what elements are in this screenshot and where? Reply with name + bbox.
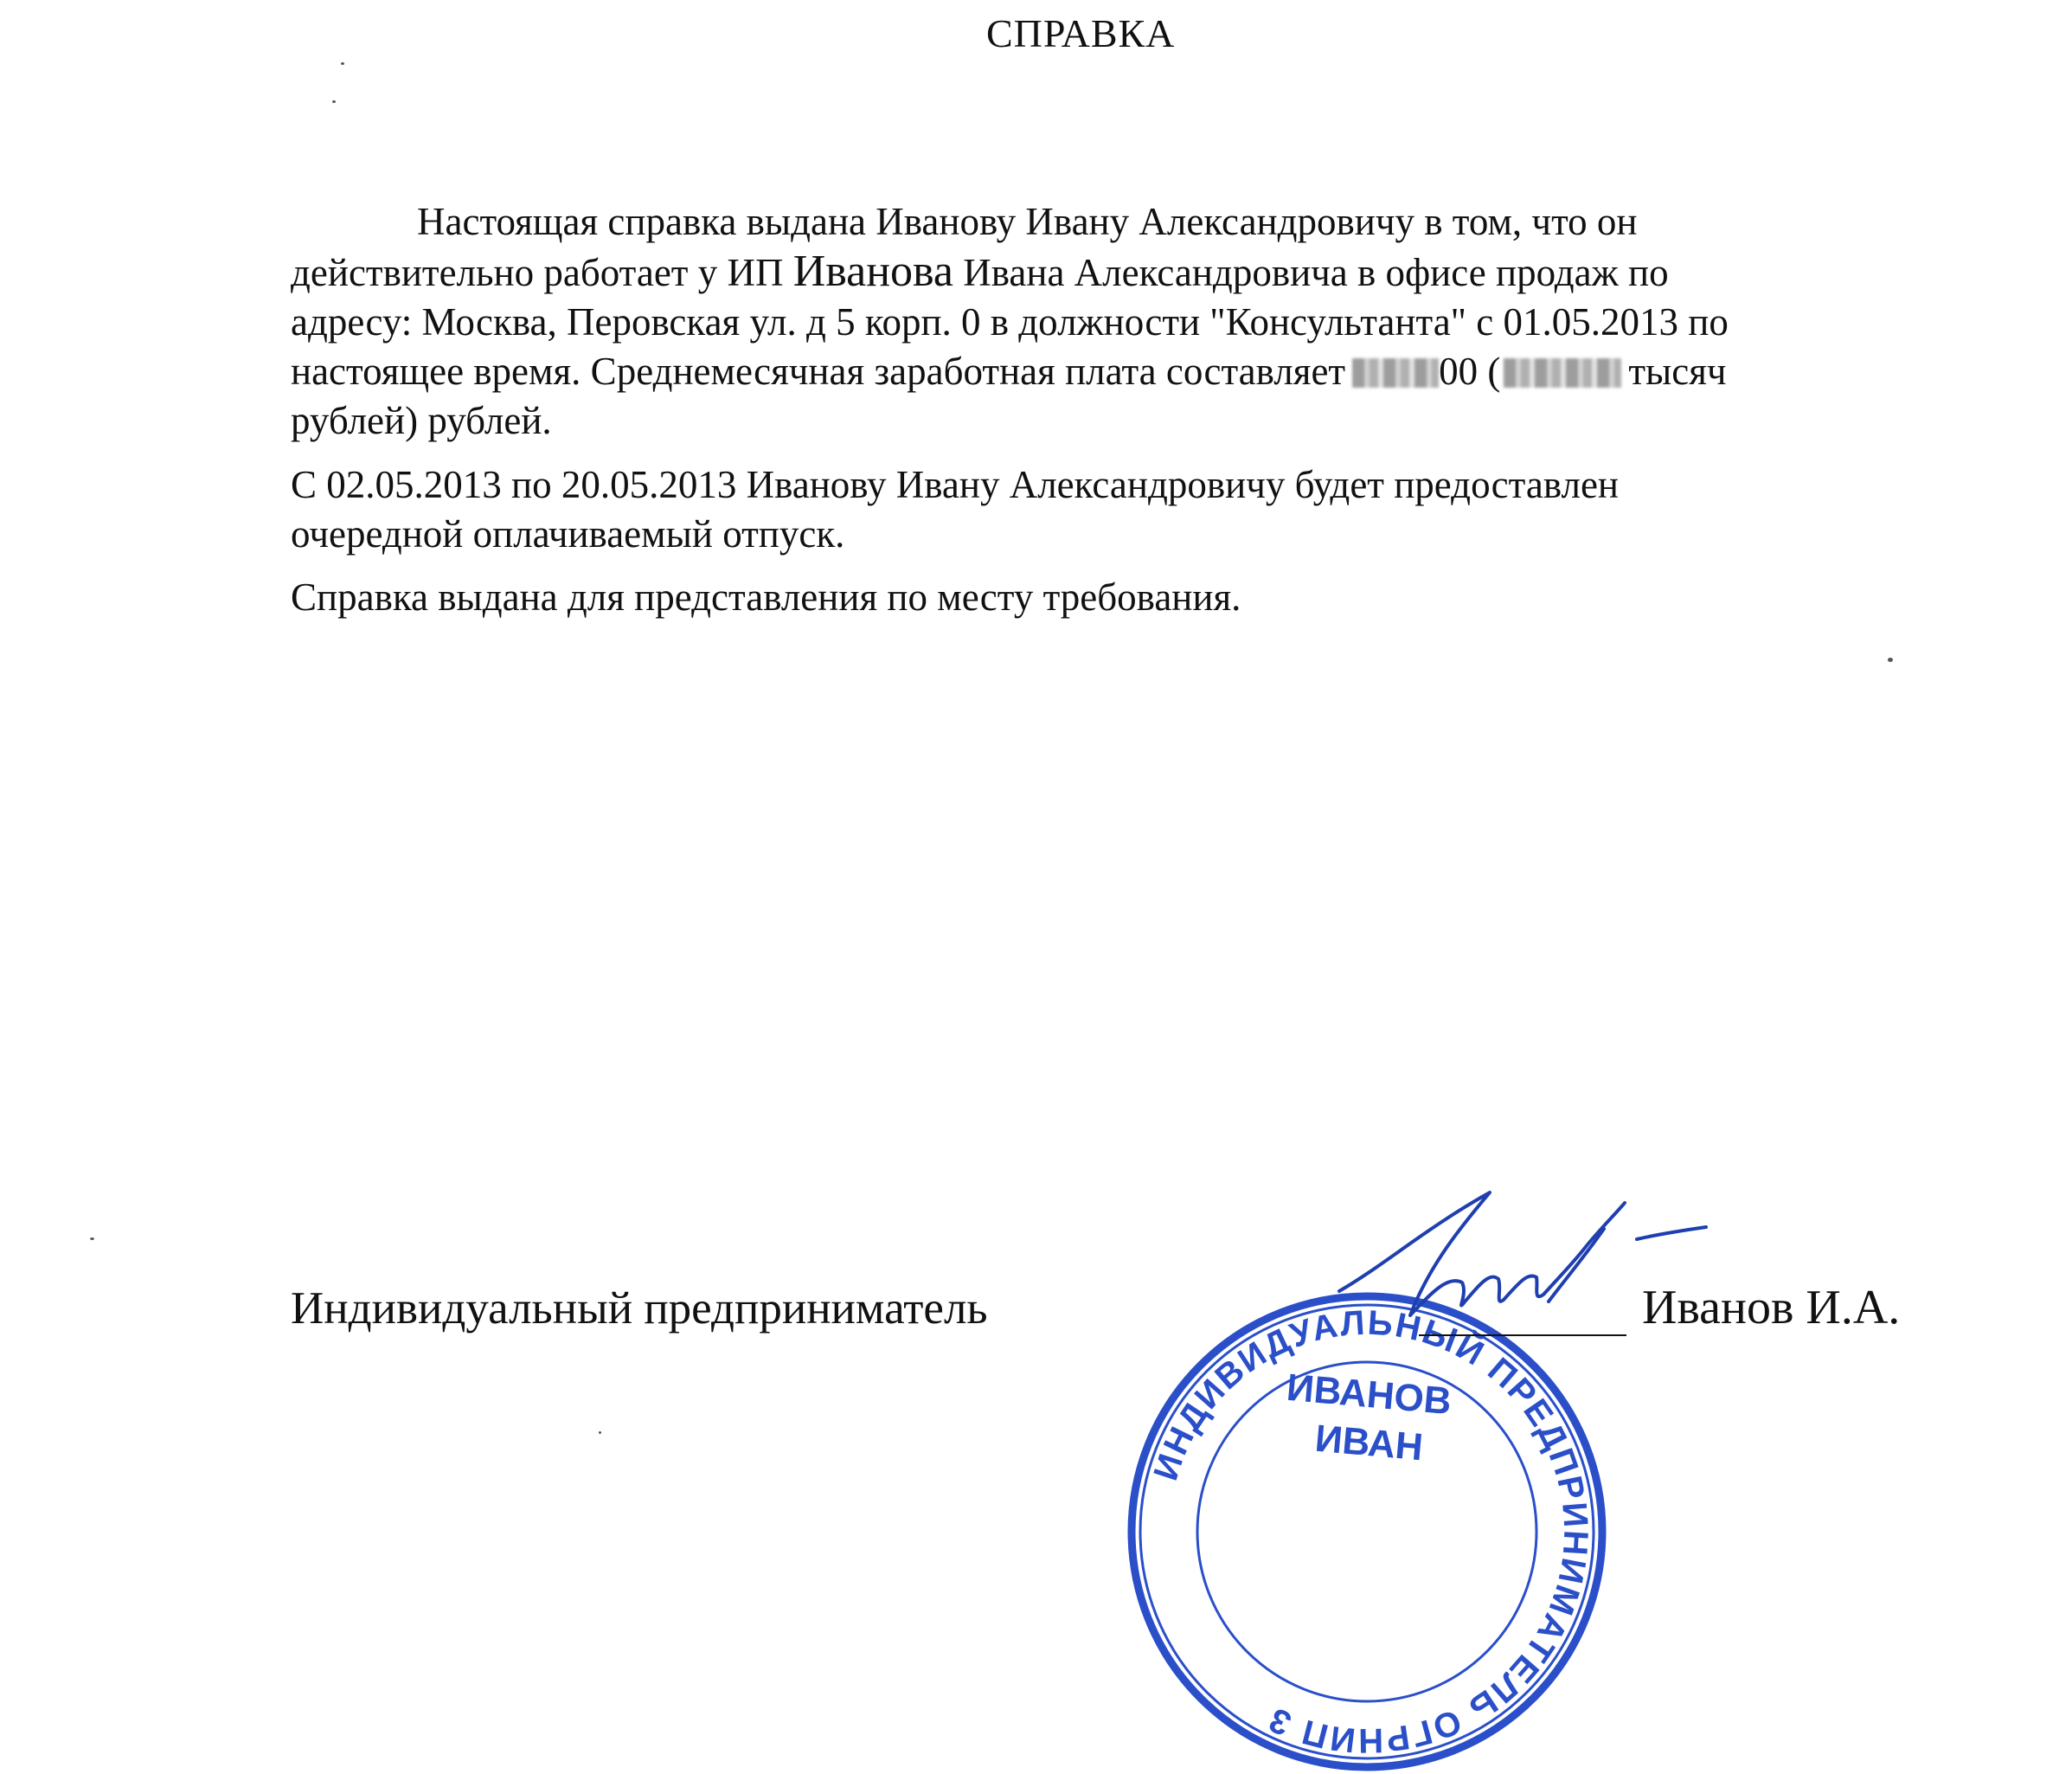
scan-speck (599, 1431, 601, 1434)
seal-ring-text: ИНДИВИДУАЛЬНЫЙ ПРЕДПРИНИМАТЕЛЬ ОГРНИП 3 (1146, 1303, 1595, 1760)
scan-speck (90, 1237, 94, 1240)
scan-speck (1888, 658, 1893, 662)
seal-rings (1132, 1296, 1602, 1767)
paragraph-line: Настоящая справка выдана Иванову Ивану Александровичу в том, что он (417, 200, 1638, 243)
redacted-salary-words (1504, 358, 1621, 388)
paragraph-vacation (291, 460, 1952, 559)
text-span: Ивана Александровича в офисе продаж по (953, 251, 1669, 294)
signatory-name: Иванов И.А. (1642, 1281, 1901, 1334)
text-span: действительно работает у ИП (291, 251, 793, 294)
seal-center-line2: ИВАН (1313, 1417, 1425, 1469)
text-span: 00 ( (1439, 350, 1501, 393)
paragraph-line (291, 347, 1952, 396)
redacted-salary-digits (1352, 358, 1439, 388)
scan-speck (332, 100, 336, 103)
signature-role: Индивидуальный предприниматель (291, 1283, 988, 1334)
paragraph-line: очередной оплачиваемый отпуск. (291, 512, 845, 556)
paragraph-line: С 02.05.2013 по 20.05.2013 Иванову Ивану Александровичу будет предоставлен (291, 463, 1620, 506)
paragraph-line: адресу: Москва, Перовская ул. д 5 корп. 0 в должности "Консультанта" с 01.05.2013 по (291, 300, 1729, 344)
paragraph-purpose (291, 573, 1952, 622)
text-span: настоящее время. Среднемесячная заработная плата составляет (291, 350, 1346, 393)
scan-speck (341, 62, 344, 65)
paragraph-employment (291, 197, 1952, 446)
employer-surname: Иванова (792, 247, 953, 296)
text-span: тысяч (1628, 350, 1727, 393)
paragraph-line: рублей) рублей. (291, 399, 552, 442)
signature-line (1419, 1334, 1626, 1336)
official-seal (1125, 1289, 1609, 1774)
paragraph-line (291, 247, 1952, 298)
seal-center-line1: ИВАНОВ (1285, 1366, 1453, 1424)
paragraph-line: Справка выдана для представления по месту требования. (291, 575, 1241, 619)
document-title: СПРАВКА (986, 11, 1176, 55)
